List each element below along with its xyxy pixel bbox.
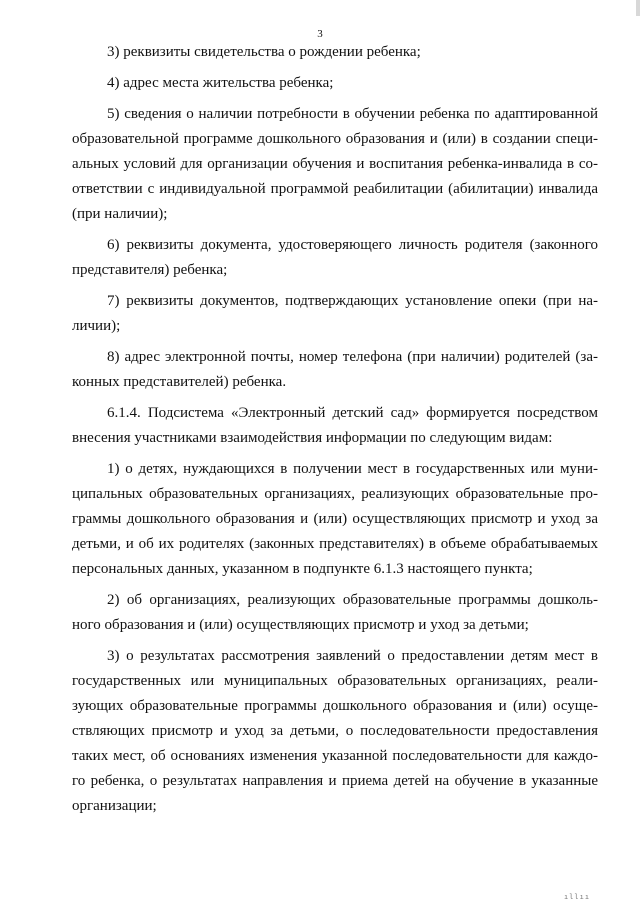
text-line: 5) сведения о наличии потребности в обучении ребенка по адаптированной (107, 106, 598, 122)
text-line: ного образования и (или) осуществляющих присмотр и уход за детьми; (72, 617, 529, 633)
text-line: 3) реквизиты свидетельства о рождении ребенка; (107, 44, 421, 60)
text-line: внесения участниками взаимодействия информации по следующим видам: (72, 430, 553, 446)
paragraph-p6 (72, 345, 598, 395)
text-line: образовательной программе дошкольного образования и (или) в создании специ- (72, 131, 598, 147)
text-line: персональных данных, указанном в подпункте 6.1.3 настоящего пункта; (72, 561, 533, 577)
text-line: 7) реквизиты документов, подтверждающих установление опеки (при на- (107, 293, 598, 309)
text-line: ответствии с индивидуальной программой реабилитации (абилитации) инвалида (72, 181, 598, 197)
paragraph-p1 (72, 40, 598, 65)
scan-edge-mark (636, 0, 640, 16)
paragraph-p10 (72, 644, 598, 819)
text-line: личии); (72, 318, 121, 334)
paragraph-p9 (72, 588, 598, 638)
text-line: (при наличии); (72, 206, 168, 222)
paragraph-p8 (72, 457, 598, 582)
paragraph-p4 (72, 233, 598, 283)
paragraph-p7 (72, 401, 598, 451)
paragraph-p5 (72, 289, 598, 339)
text-line: зующих образовательные программы дошкольного образования и (или) осуще- (72, 698, 598, 714)
page-number: 3 (317, 28, 323, 40)
text-line: ципальных образовательных организациях, реализующих образовательные про- (72, 486, 598, 502)
text-line: 6) реквизиты документа, удостоверяющего личность родителя (законного (107, 237, 598, 253)
text-line: го ребенка, о результатах направления и приема детей на обучение в указанные (72, 773, 598, 789)
text-line: таких мест, об основаниях изменения указанной последовательности для каждо- (72, 748, 598, 764)
document-body (72, 40, 598, 819)
text-line: 2) об организациях, реализующих образовательные программы дошколь- (107, 592, 598, 608)
footer-scan-mark: ıllıı (564, 893, 591, 901)
text-line: 6.1.4. Подсистема «Электронный детский сад» формируется посредством (107, 405, 598, 421)
text-line: граммы дошкольного образования и (или) осуществляющих присмотр и уход за (72, 511, 598, 527)
text-line: 4) адрес места жительства ребенка; (107, 75, 334, 91)
text-line: детьми, и об их родителях (законных представителях) в объеме обрабатываемых (72, 536, 598, 552)
text-line: организации; (72, 798, 157, 814)
text-line: альных условий для организации обучения и воспитания ребенка-инвалида в со- (72, 156, 598, 172)
text-line: представителя) ребенка; (72, 262, 228, 278)
text-line: 3) о результатах рассмотрения заявлений о предоставлении детям мест в (107, 648, 598, 664)
paragraph-p2 (72, 71, 598, 96)
paragraph-p3 (72, 102, 598, 227)
text-line: 8) адрес электронной почты, номер телефона (при наличии) родителей (за- (107, 349, 598, 365)
text-line: конных представителей) ребенка. (72, 374, 287, 390)
text-line: 1) о детях, нуждающихся в получении мест в государственных или муни- (107, 461, 598, 477)
text-line: ствляющих присмотр и уход за детьми, о последовательности предоставления (72, 723, 598, 739)
text-line: государственных или муниципальных образовательных организациях, реали- (72, 673, 598, 689)
